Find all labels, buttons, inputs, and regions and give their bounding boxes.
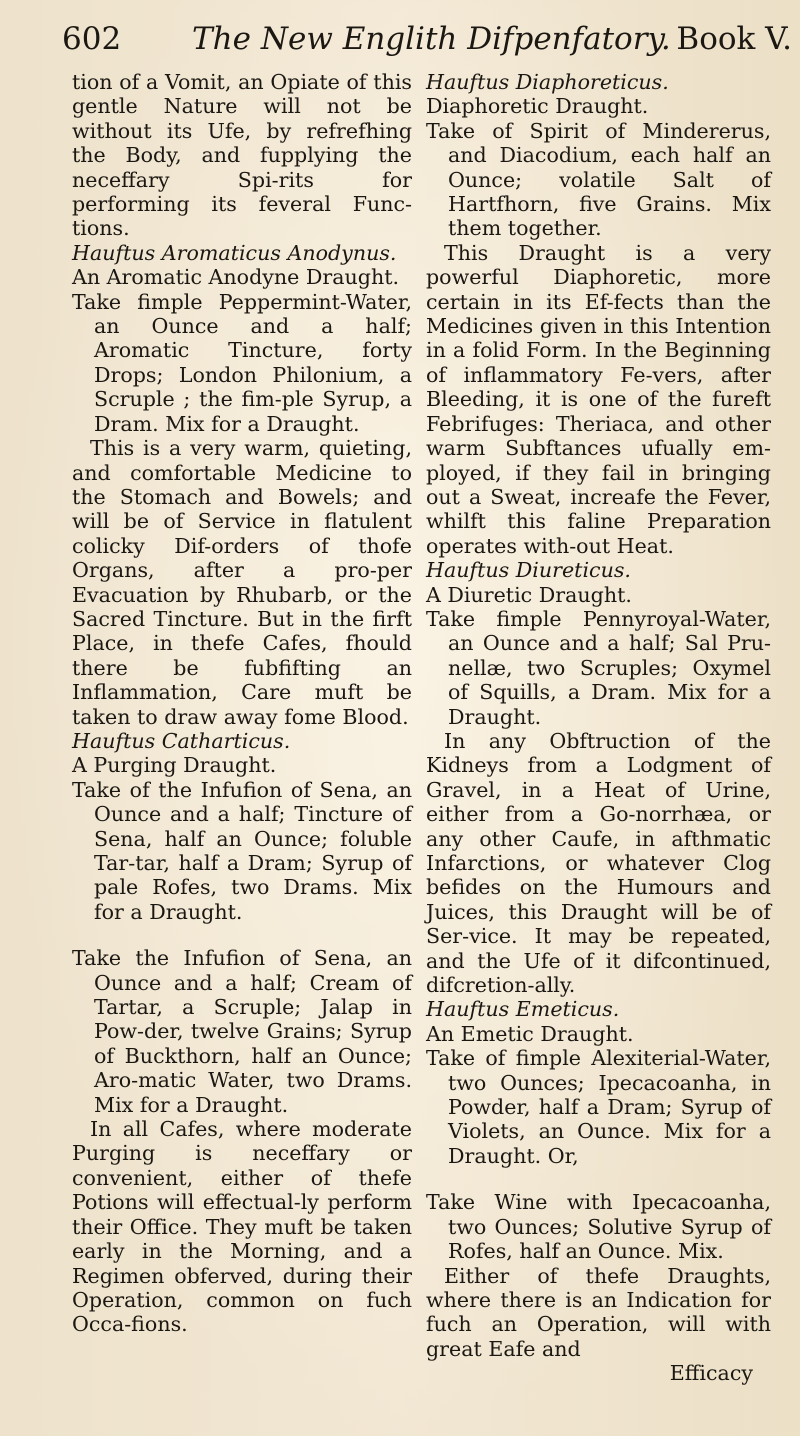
english-heading: Diaphoretic Draught. — [426, 94, 649, 119]
commentary-text: Either of thefe Draughts, where there is an Indication for fuch an Operation, will with great Eafe and — [426, 1263, 771, 1361]
english-heading: A Purging Draught. — [72, 753, 277, 778]
latin-heading: Hauftus Diaphoreticus. — [426, 70, 669, 94]
catchword: Efficacy — [669, 1361, 753, 1386]
commentary-text: In any Obftruction of the Kidneys from a Lodgment of Gravel, in a Heat of Urine, either from a Go-norrhæa, or any other Caufe, in afthmatic Infarctions, or whatever Clog befides on the Humours and Juices, this Draught will be of Ser-vice. It may be repeated, and the Ufe of it difcontinued, difcretion-ally. — [426, 728, 771, 998]
recipe-text: Take Wine with Ipecacoanha, two Ounces; Solutive Syrup of Rofes, half an Ounce. Mix. — [426, 1190, 771, 1264]
book-label: Book V. — [676, 21, 792, 57]
english-heading: An Emetic Draught. — [426, 1021, 634, 1046]
commentary-text: This is a very warm, quieting, and comfortable Medicine to the Stomach and Bowels; and will be of Service in flatulent colicky Dif-orders of thofe Organs, after a pro-per Evacuation by Rhubarb, or the Sacred Tincture. But in the firft Place, in thefe Cafes, fhould there be fubfifting an Inflammation, Care muft be taken to draw away fome Blood. — [72, 436, 412, 729]
commentary-text: In all Cafes, where moderate Purging is neceffary or convenient, either of thefe Potions will effectual-ly perform their Office. They muft be taken early in the Morning, and a Regimen obferved, during their Operation, common on fuch Occa-fions. — [72, 1117, 412, 1337]
running-head — [62, 14, 792, 64]
commentary-text: This Draught is a very powerful Diaphoretic, more certain in its Ef-fects than the Medicines given in this Intention in a folid Form. In the Beginning of inflammatory Fe-vers, after Bleeding, it is one of the fureft Febrifuges: Theriaca, and other warm Subftances ufually em-ployed, if they fail in bringing out a Sweat, increafe the Fever, whilft this faline Preparation operates with-out Heat. — [426, 240, 771, 558]
english-heading: An Aromatic Anodyne Draught. — [72, 265, 400, 290]
recipe-text: Take of the Infufion of Sena, an Ounce and a half; Tincture of Sena, half an Ounce; foluble Tar-tar, half a Dram; Syrup of pale Rofes, two Drams. Mix for a Draught. — [72, 777, 412, 924]
recipe-text: Take of Spirit of Mindererus, and Diacodium, each half an Ounce; volatile Salt of Hartfhorn, five Grains. Mix them together. — [426, 118, 771, 241]
recipe-text: Take fimple Peppermint-Water, an Ounce and a half; Aromatic Tincture, forty Drops; London Philonium, a Scruple ; the fim-ple Syrup, a Dram. Mix for a Draught. — [72, 289, 412, 436]
latin-heading: Hauftus Emeticus. — [426, 997, 620, 1022]
recipe-text: Take fimple Pennyroyal-Water, an Ounce and a half; Sal Pru-nellæ, two Scruples; Oxymel of Squills, a Dram. Mix for a Draught. — [426, 606, 771, 729]
opening-paragraph: tion of a Vomit, an Opiate of this gentle Nature will not be without its Ufe, by refrefhing the Body, and fupplying the neceffary Spi-rits for performing its feveral Func-tions. — [72, 70, 412, 241]
right-column — [426, 70, 771, 1386]
running-title: The New Englith Difpenfatory. — [192, 21, 671, 57]
latin-heading: Hauftus Diureticus. — [426, 558, 631, 583]
left-column — [72, 70, 412, 1337]
latin-heading: Hauftus Aromaticus Anodynus. — [72, 240, 397, 265]
recipe-text: Take of fimple Alexiterial-Water, two Ounces; Ipecacoanha, in Powder, half a Dram; Syrup of Violets, an Ounce. Mix for a Draught. Or, — [426, 1046, 771, 1168]
latin-heading: Hauftus Catharticus. — [72, 728, 291, 753]
english-heading: A Diuretic Draught. — [426, 582, 632, 607]
recipe-text: Take the Infufion of Sena, an Ounce and a half; Cream of Tartar, a Scruple; Jalap in Pow-der, twelve Grains; Syrup of Buckthorn, half an Ounce; Aro-matic Water, two Drams. Mix for a Draught. — [72, 946, 412, 1117]
page-number: 602 — [62, 21, 122, 57]
